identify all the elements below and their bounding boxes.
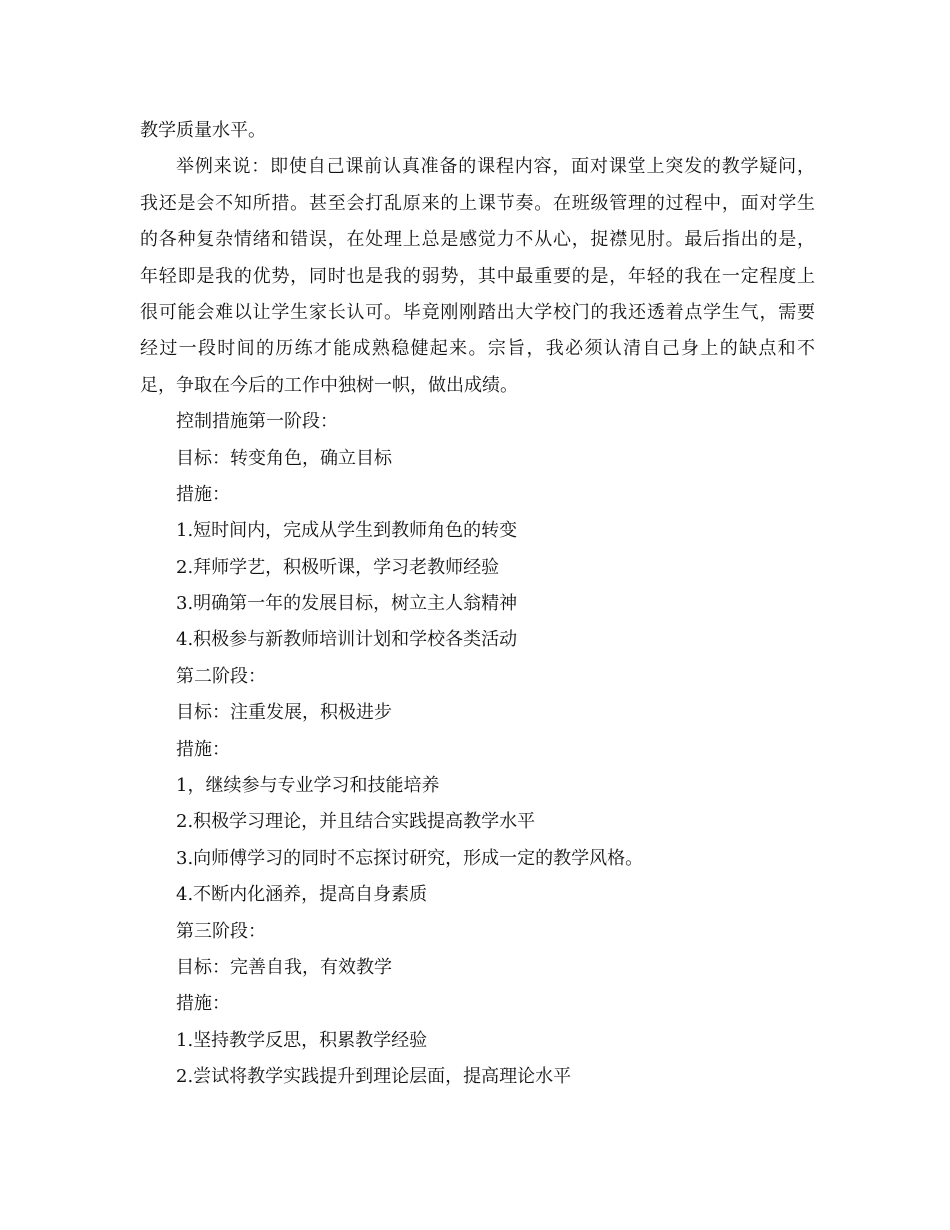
stage1-item: 2.拜师学艺，积极听课，学习老教师经验	[176, 556, 500, 578]
paragraph-line: 足，争取在今后的工作中独树一帜，做出成绩。	[140, 374, 518, 396]
stage1-item: 3.明确第一年的发展目标，树立主人翁精神	[176, 593, 518, 615]
stage2-item: 3.向师傅学习的同时不忘探讨研究，形成一定的教学风格。	[176, 847, 644, 869]
paragraph-line: 我还是会不知所措。甚至会打乱原来的上课节奏。在班级管理的过程中，面对学生	[140, 192, 815, 214]
stage2-item: 1，继续参与专业学习和技能培养	[176, 775, 440, 797]
stage2-item: 2.积极学习理论，并且结合实践提高教学水平	[176, 811, 536, 833]
stage3-item: 2.尝试将教学实践提升到理论层面，提高理论水平	[176, 1066, 572, 1088]
stage1-measures-label: 措施：	[176, 483, 230, 505]
paragraph-line: 很可能会难以让学生家长认可。毕竟刚刚踏出大学校门的我还透着点学生气，需要	[140, 301, 815, 323]
paragraph-line: 举例来说：即使自己课前认真准备的课程内容，面对课堂上突发的教学疑问，	[176, 156, 815, 178]
document-body	[140, 113, 815, 1096]
stage2-goal: 目标：注重发展，积极进步	[176, 702, 392, 724]
stage3-measures-label: 措施：	[176, 993, 230, 1015]
stage2-item: 4.不断内化涵养，提高自身素质	[176, 884, 428, 906]
paragraph-line: 教学质量水平。	[140, 120, 266, 141]
stage1-heading: 控制措施第一阶段：	[176, 411, 338, 433]
stage2-measures-label: 措施：	[176, 738, 230, 760]
paragraph-line: 的各种复杂情绪和错误，在处理上总是感觉力不从心，捉襟见肘。最后指出的是，	[140, 229, 815, 251]
stage3-heading: 第三阶段：	[176, 920, 266, 942]
stage1-goal: 目标：转变角色，确立目标	[176, 447, 392, 469]
paragraph-line: 经过一段时间的历练才能成熟稳健起来。宗旨，我必须认清自己身上的缺点和不	[140, 338, 815, 360]
stage3-item: 1.坚持教学反思，积累教学经验	[176, 1029, 428, 1051]
paragraph-line: 年轻即是我的优势，同时也是我的弱势，其中最重要的是，年轻的我在一定程度上	[140, 265, 815, 287]
stage1-item: 1.短时间内，完成从学生到教师角色的转变	[176, 520, 518, 542]
stage1-item: 4.积极参与新教师培训计划和学校各类活动	[176, 629, 518, 651]
stage3-goal: 目标：完善自我，有效教学	[176, 956, 392, 978]
stage2-heading: 第二阶段：	[176, 665, 266, 687]
